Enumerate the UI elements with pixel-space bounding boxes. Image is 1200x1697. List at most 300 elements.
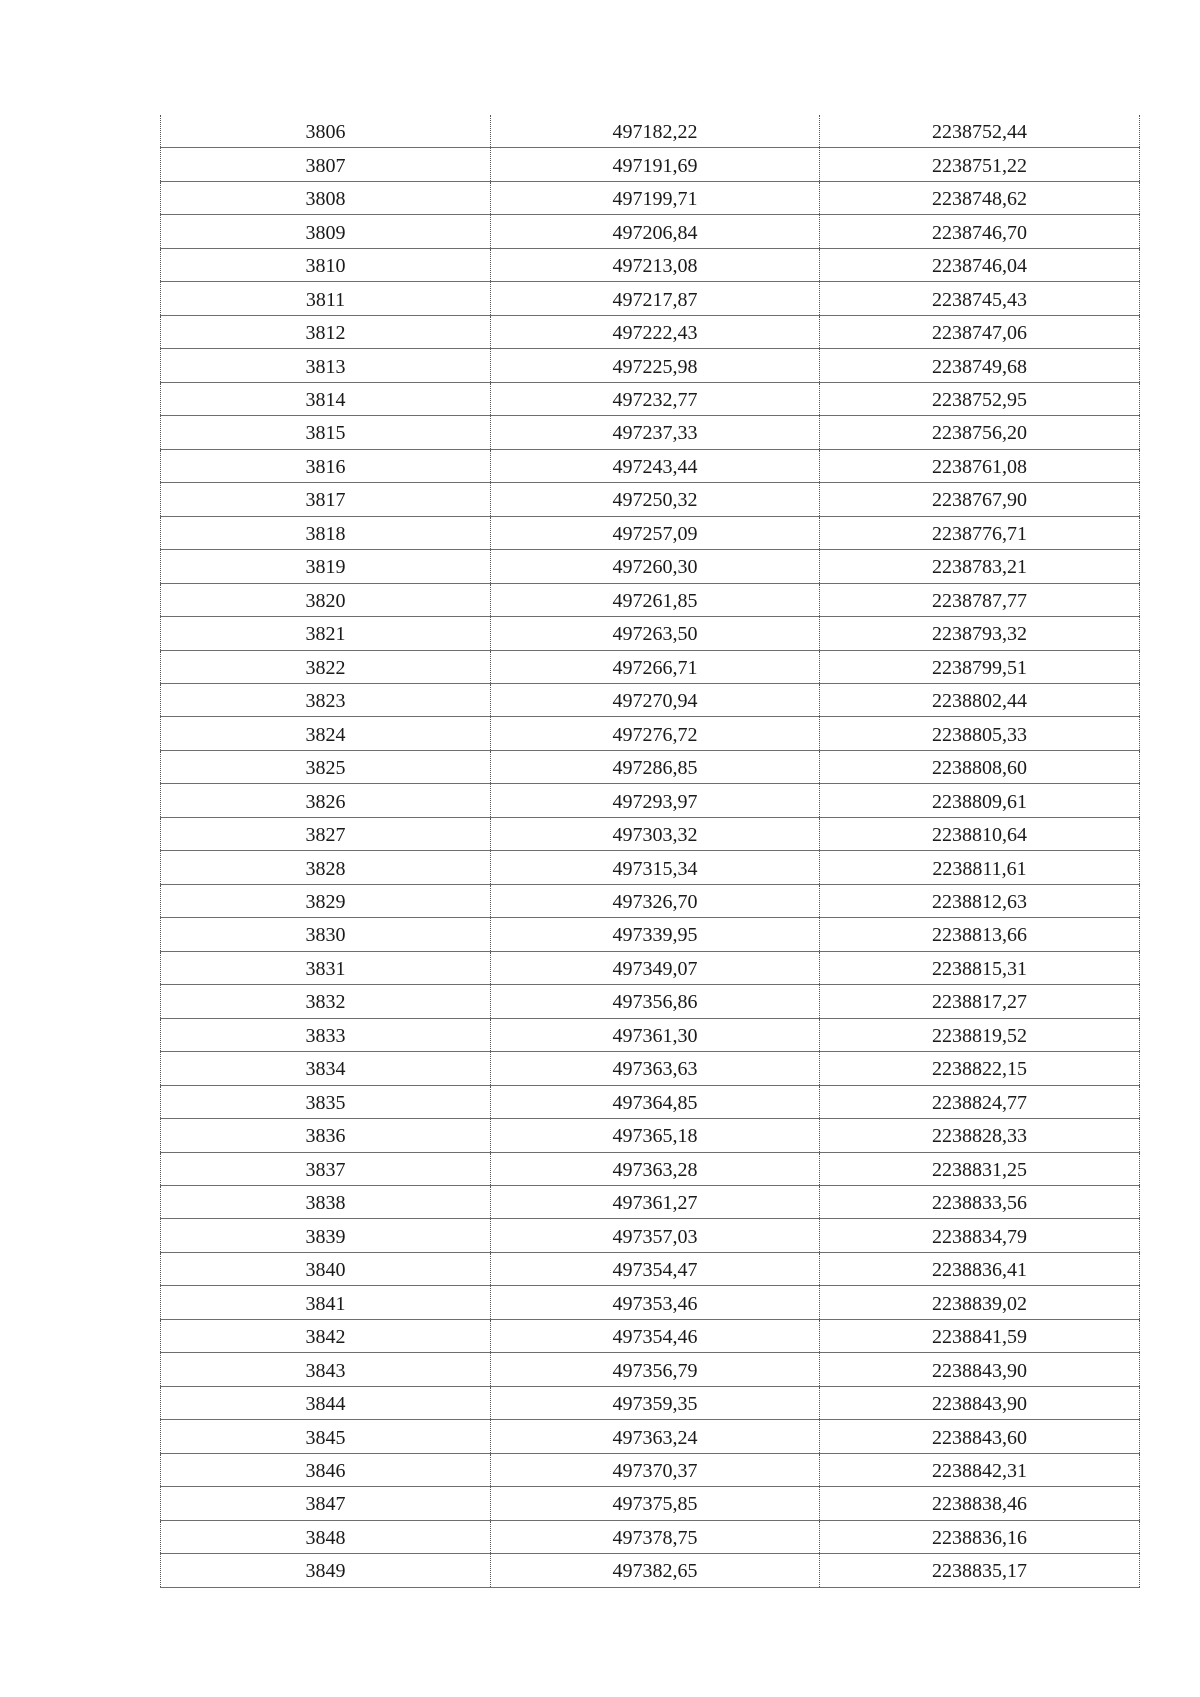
- cell-text: 3817: [305, 489, 346, 512]
- cell-text: 3812: [305, 322, 346, 345]
- cell-text: 2238802,44: [932, 690, 1027, 713]
- table-row: [161, 181, 1140, 214]
- y-coordinate-cell: [820, 583, 1140, 616]
- y-coordinate-cell: [820, 449, 1140, 482]
- cell-text: 2238776,71: [932, 522, 1027, 545]
- cell-text: 3810: [305, 255, 346, 278]
- x-coordinate-cell: [491, 115, 820, 148]
- table-row: [161, 1420, 1140, 1453]
- y-coordinate-cell: [820, 784, 1140, 817]
- cell-text: 2238813,66: [932, 924, 1027, 947]
- cell-text: 497261,85: [612, 589, 698, 612]
- table-row: [161, 550, 1140, 583]
- x-coordinate-cell: [491, 951, 820, 984]
- cell-text: 2238833,56: [932, 1192, 1027, 1215]
- table-row: [161, 717, 1140, 750]
- cell-text: 2238843,90: [932, 1359, 1027, 1382]
- point-number-cell: [161, 985, 491, 1018]
- cell-text: 2238811,61: [932, 857, 1027, 880]
- table-row: [161, 1252, 1140, 1285]
- cell-text: 497364,85: [612, 1091, 698, 1114]
- point-number-cell: [161, 851, 491, 884]
- point-number-cell: [161, 884, 491, 917]
- y-coordinate-cell: [820, 1520, 1140, 1553]
- y-coordinate-cell: [820, 1119, 1140, 1152]
- x-coordinate-cell: [491, 1252, 820, 1285]
- cell-text: 497354,47: [612, 1259, 698, 1282]
- cell-text: 3807: [305, 154, 346, 177]
- table-row: [161, 1520, 1140, 1553]
- point-number-cell: [161, 315, 491, 348]
- point-number-cell: [161, 181, 491, 214]
- cell-text: 2238787,77: [932, 589, 1027, 612]
- point-number-cell: [161, 550, 491, 583]
- table-row: [161, 1119, 1140, 1152]
- cell-text: 497232,77: [612, 388, 698, 411]
- x-coordinate-cell: [491, 918, 820, 951]
- cell-text: 2238746,70: [932, 221, 1027, 244]
- table-row: [161, 315, 1140, 348]
- cell-text: 2238824,77: [932, 1091, 1027, 1114]
- y-coordinate-cell: [820, 985, 1140, 1018]
- table-row: [161, 583, 1140, 616]
- cell-text: 497353,46: [612, 1292, 698, 1315]
- cell-text: 497182,22: [612, 121, 698, 144]
- cell-text: 2238808,60: [932, 757, 1027, 780]
- x-coordinate-cell: [491, 1018, 820, 1051]
- y-coordinate-cell: [820, 617, 1140, 650]
- point-number-cell: [161, 382, 491, 415]
- coordinates-table: [160, 115, 1140, 1588]
- x-coordinate-cell: [491, 349, 820, 382]
- table-row: [161, 1487, 1140, 1520]
- x-coordinate-cell: [491, 550, 820, 583]
- cell-text: 497361,30: [612, 1024, 698, 1047]
- y-coordinate-cell: [820, 1453, 1140, 1486]
- cell-text: 497361,27: [612, 1192, 698, 1215]
- table-row: [161, 817, 1140, 850]
- cell-text: 3840: [305, 1259, 346, 1282]
- table-row: [161, 617, 1140, 650]
- table-row: [161, 382, 1140, 415]
- cell-text: 3833: [305, 1024, 346, 1047]
- cell-text: 3844: [305, 1393, 346, 1416]
- point-number-cell: [161, 1319, 491, 1352]
- x-coordinate-cell: [491, 1554, 820, 1587]
- point-number-cell: [161, 1520, 491, 1553]
- point-number-cell: [161, 215, 491, 248]
- y-coordinate-cell: [820, 148, 1140, 181]
- point-number-cell: [161, 416, 491, 449]
- cell-text: 3809: [305, 221, 346, 244]
- cell-text: 497250,32: [612, 489, 698, 512]
- point-number-cell: [161, 1420, 491, 1453]
- cell-text: 3839: [305, 1225, 346, 1248]
- point-number-cell: [161, 1219, 491, 1252]
- cell-text: 2238815,31: [932, 957, 1027, 980]
- x-coordinate-cell: [491, 1119, 820, 1152]
- y-coordinate-cell: [820, 1420, 1140, 1453]
- cell-text: 497270,94: [612, 690, 698, 713]
- cell-text: 497378,75: [612, 1526, 698, 1549]
- table-row: [161, 1353, 1140, 1386]
- x-coordinate-cell: [491, 1286, 820, 1319]
- cell-text: 2238749,68: [932, 355, 1027, 378]
- point-number-cell: [161, 282, 491, 315]
- point-number-cell: [161, 1386, 491, 1419]
- cell-text: 497363,63: [612, 1058, 698, 1081]
- point-number-cell: [161, 717, 491, 750]
- cell-text: 3824: [305, 723, 346, 746]
- table-row: [161, 1052, 1140, 1085]
- table-row: [161, 148, 1140, 181]
- cell-text: 3849: [305, 1560, 346, 1583]
- table-row: [161, 1152, 1140, 1185]
- cell-text: 3848: [305, 1526, 346, 1549]
- cell-text: 497354,46: [612, 1326, 698, 1349]
- y-coordinate-cell: [820, 817, 1140, 850]
- y-coordinate-cell: [820, 349, 1140, 382]
- x-coordinate-cell: [491, 617, 820, 650]
- x-coordinate-cell: [491, 784, 820, 817]
- cell-text: 2238746,04: [932, 255, 1027, 278]
- cell-text: 2238745,43: [932, 288, 1027, 311]
- point-number-cell: [161, 784, 491, 817]
- y-coordinate-cell: [820, 1286, 1140, 1319]
- cell-text: 2238839,02: [932, 1292, 1027, 1315]
- coordinates-table-body: [161, 115, 1140, 1587]
- table-row: [161, 1018, 1140, 1051]
- point-number-cell: [161, 349, 491, 382]
- point-number-cell: [161, 148, 491, 181]
- table-row: [161, 951, 1140, 984]
- y-coordinate-cell: [820, 1319, 1140, 1352]
- cell-text: 497363,24: [612, 1426, 698, 1449]
- cell-text: 2238761,08: [932, 455, 1027, 478]
- cell-text: 3842: [305, 1326, 346, 1349]
- cell-text: 2238783,21: [932, 556, 1027, 579]
- cell-text: 3835: [305, 1091, 346, 1114]
- cell-text: 2238752,44: [932, 121, 1027, 144]
- cell-text: 3845: [305, 1426, 346, 1449]
- x-coordinate-cell: [491, 449, 820, 482]
- x-coordinate-cell: [491, 1386, 820, 1419]
- cell-text: 497349,07: [612, 957, 698, 980]
- cell-text: 2238809,61: [932, 790, 1027, 813]
- x-coordinate-cell: [491, 1052, 820, 1085]
- cell-text: 3826: [305, 790, 346, 813]
- point-number-cell: [161, 1252, 491, 1285]
- cell-text: 2238842,31: [932, 1459, 1027, 1482]
- x-coordinate-cell: [491, 717, 820, 750]
- x-coordinate-cell: [491, 516, 820, 549]
- cell-text: 497286,85: [612, 757, 698, 780]
- cell-text: 3825: [305, 757, 346, 780]
- table-row: [161, 1219, 1140, 1252]
- cell-text: 497222,43: [612, 322, 698, 345]
- table-row: [161, 851, 1140, 884]
- cell-text: 497375,85: [612, 1493, 698, 1516]
- table-row: [161, 884, 1140, 917]
- cell-text: 3847: [305, 1493, 346, 1516]
- x-coordinate-cell: [491, 750, 820, 783]
- x-coordinate-cell: [491, 181, 820, 214]
- point-number-cell: [161, 1487, 491, 1520]
- table-row: [161, 1286, 1140, 1319]
- y-coordinate-cell: [820, 483, 1140, 516]
- cell-text: 3816: [305, 455, 346, 478]
- point-number-cell: [161, 1052, 491, 1085]
- cell-text: 2238805,33: [932, 723, 1027, 746]
- table-row: [161, 282, 1140, 315]
- x-coordinate-cell: [491, 1085, 820, 1118]
- x-coordinate-cell: [491, 1453, 820, 1486]
- table-row: [161, 349, 1140, 382]
- y-coordinate-cell: [820, 918, 1140, 951]
- cell-text: 2238822,15: [932, 1058, 1027, 1081]
- cell-text: 2238810,64: [932, 824, 1027, 847]
- cell-text: 2238838,46: [932, 1493, 1027, 1516]
- cell-text: 497217,87: [612, 288, 698, 311]
- point-number-cell: [161, 1554, 491, 1587]
- cell-text: 497356,86: [612, 991, 698, 1014]
- cell-text: 2238793,32: [932, 623, 1027, 646]
- x-coordinate-cell: [491, 1319, 820, 1352]
- cell-text: 497263,50: [612, 623, 698, 646]
- y-coordinate-cell: [820, 382, 1140, 415]
- table-row: [161, 1319, 1140, 1352]
- y-coordinate-cell: [820, 215, 1140, 248]
- point-number-cell: [161, 617, 491, 650]
- y-coordinate-cell: [820, 951, 1140, 984]
- x-coordinate-cell: [491, 315, 820, 348]
- table-row: [161, 1554, 1140, 1587]
- cell-text: 2238756,20: [932, 422, 1027, 445]
- cell-text: 497315,34: [612, 857, 698, 880]
- table-row: [161, 449, 1140, 482]
- x-coordinate-cell: [491, 382, 820, 415]
- table-row: [161, 215, 1140, 248]
- cell-text: 2238831,25: [932, 1158, 1027, 1181]
- cell-text: 3814: [305, 388, 346, 411]
- x-coordinate-cell: [491, 650, 820, 683]
- cell-text: 3815: [305, 422, 346, 445]
- cell-text: 497191,69: [612, 154, 698, 177]
- cell-text: 3836: [305, 1125, 346, 1148]
- cell-text: 497365,18: [612, 1125, 698, 1148]
- cell-text: 497199,71: [612, 188, 698, 211]
- cell-text: 3808: [305, 188, 346, 211]
- x-coordinate-cell: [491, 248, 820, 281]
- cell-text: 3827: [305, 824, 346, 847]
- cell-text: 3828: [305, 857, 346, 880]
- x-coordinate-cell: [491, 1219, 820, 1252]
- point-number-cell: [161, 1286, 491, 1319]
- x-coordinate-cell: [491, 1487, 820, 1520]
- cell-text: 2238752,95: [932, 388, 1027, 411]
- cell-text: 3811: [305, 288, 346, 311]
- cell-text: 497293,97: [612, 790, 698, 813]
- point-number-cell: [161, 1152, 491, 1185]
- point-number-cell: [161, 1018, 491, 1051]
- cell-text: 497266,71: [612, 656, 698, 679]
- point-number-cell: [161, 750, 491, 783]
- cell-text: 2238828,33: [932, 1125, 1027, 1148]
- point-number-cell: [161, 650, 491, 683]
- cell-text: 497382,65: [612, 1560, 698, 1583]
- x-coordinate-cell: [491, 282, 820, 315]
- y-coordinate-cell: [820, 1353, 1140, 1386]
- y-coordinate-cell: [820, 1052, 1140, 1085]
- x-coordinate-cell: [491, 1152, 820, 1185]
- cell-text: 497326,70: [612, 891, 698, 914]
- x-coordinate-cell: [491, 215, 820, 248]
- point-number-cell: [161, 1186, 491, 1219]
- cell-text: 2238767,90: [932, 489, 1027, 512]
- table-row: [161, 416, 1140, 449]
- table-row: [161, 683, 1140, 716]
- x-coordinate-cell: [491, 483, 820, 516]
- point-number-cell: [161, 951, 491, 984]
- x-coordinate-cell: [491, 1420, 820, 1453]
- point-number-cell: [161, 1353, 491, 1386]
- cell-text: 497339,95: [612, 924, 698, 947]
- cell-text: 2238747,06: [932, 322, 1027, 345]
- cell-text: 2238819,52: [932, 1024, 1027, 1047]
- point-number-cell: [161, 1085, 491, 1118]
- cell-text: 3834: [305, 1058, 346, 1081]
- cell-text: 497276,72: [612, 723, 698, 746]
- cell-text: 2238799,51: [932, 656, 1027, 679]
- cell-text: 497225,98: [612, 355, 698, 378]
- point-number-cell: [161, 683, 491, 716]
- x-coordinate-cell: [491, 583, 820, 616]
- cell-text: 3821: [305, 623, 346, 646]
- y-coordinate-cell: [820, 1018, 1140, 1051]
- cell-text: 3831: [305, 957, 346, 980]
- cell-text: 497363,28: [612, 1158, 698, 1181]
- cell-text: 2238834,79: [932, 1225, 1027, 1248]
- cell-text: 2238835,17: [932, 1560, 1027, 1583]
- y-coordinate-cell: [820, 1152, 1140, 1185]
- x-coordinate-cell: [491, 985, 820, 1018]
- cell-text: 497359,35: [612, 1393, 698, 1416]
- cell-text: 2238836,16: [932, 1526, 1027, 1549]
- cell-text: 2238836,41: [932, 1259, 1027, 1282]
- y-coordinate-cell: [820, 1554, 1140, 1587]
- point-number-cell: [161, 583, 491, 616]
- y-coordinate-cell: [820, 1487, 1140, 1520]
- y-coordinate-cell: [820, 181, 1140, 214]
- cell-text: 3843: [305, 1359, 346, 1382]
- x-coordinate-cell: [491, 416, 820, 449]
- table-row: [161, 784, 1140, 817]
- cell-text: 497237,33: [612, 422, 698, 445]
- x-coordinate-cell: [491, 1186, 820, 1219]
- cell-text: 3820: [305, 589, 346, 612]
- cell-text: 2238843,60: [932, 1426, 1027, 1449]
- y-coordinate-cell: [820, 1219, 1140, 1252]
- cell-text: 3841: [305, 1292, 346, 1315]
- x-coordinate-cell: [491, 148, 820, 181]
- x-coordinate-cell: [491, 884, 820, 917]
- y-coordinate-cell: [820, 1386, 1140, 1419]
- cell-text: 3832: [305, 991, 346, 1014]
- cell-text: 3822: [305, 656, 346, 679]
- cell-text: 3830: [305, 924, 346, 947]
- table-row: [161, 248, 1140, 281]
- point-number-cell: [161, 483, 491, 516]
- x-coordinate-cell: [491, 851, 820, 884]
- cell-text: 3837: [305, 1158, 346, 1181]
- cell-text: 497257,09: [612, 522, 698, 545]
- cell-text: 497206,84: [612, 221, 698, 244]
- cell-text: 2238812,63: [932, 891, 1027, 914]
- cell-text: 497370,37: [612, 1459, 698, 1482]
- table-row: [161, 1186, 1140, 1219]
- cell-text: 3829: [305, 891, 346, 914]
- x-coordinate-cell: [491, 1520, 820, 1553]
- point-number-cell: [161, 1453, 491, 1486]
- y-coordinate-cell: [820, 650, 1140, 683]
- cell-text: 2238751,22: [932, 154, 1027, 177]
- point-number-cell: [161, 817, 491, 850]
- point-number-cell: [161, 918, 491, 951]
- y-coordinate-cell: [820, 282, 1140, 315]
- table-row: [161, 750, 1140, 783]
- cell-text: 497303,32: [612, 824, 698, 847]
- y-coordinate-cell: [820, 248, 1140, 281]
- point-number-cell: [161, 1119, 491, 1152]
- point-number-cell: [161, 248, 491, 281]
- y-coordinate-cell: [820, 315, 1140, 348]
- y-coordinate-cell: [820, 884, 1140, 917]
- y-coordinate-cell: [820, 717, 1140, 750]
- y-coordinate-cell: [820, 1186, 1140, 1219]
- cell-text: 3819: [305, 556, 346, 579]
- cell-text: 3838: [305, 1192, 346, 1215]
- table-row: [161, 483, 1140, 516]
- cell-text: 3846: [305, 1459, 346, 1482]
- table-row: [161, 650, 1140, 683]
- y-coordinate-cell: [820, 550, 1140, 583]
- cell-text: 3823: [305, 690, 346, 713]
- table-row: [161, 918, 1140, 951]
- table-row: [161, 516, 1140, 549]
- x-coordinate-cell: [491, 817, 820, 850]
- cell-text: 3818: [305, 522, 346, 545]
- y-coordinate-cell: [820, 1085, 1140, 1118]
- point-number-cell: [161, 115, 491, 148]
- y-coordinate-cell: [820, 516, 1140, 549]
- x-coordinate-cell: [491, 1353, 820, 1386]
- cell-text: 2238841,59: [932, 1326, 1027, 1349]
- y-coordinate-cell: [820, 851, 1140, 884]
- cell-text: 497213,08: [612, 255, 698, 278]
- cell-text: 497356,79: [612, 1359, 698, 1382]
- cell-text: 3806: [305, 121, 346, 144]
- cell-text: 2238748,62: [932, 188, 1027, 211]
- table-row: [161, 1453, 1140, 1486]
- point-number-cell: [161, 516, 491, 549]
- cell-text: 2238817,27: [932, 991, 1027, 1014]
- y-coordinate-cell: [820, 416, 1140, 449]
- cell-text: 497243,44: [612, 455, 698, 478]
- y-coordinate-cell: [820, 750, 1140, 783]
- y-coordinate-cell: [820, 1252, 1140, 1285]
- cell-text: 497260,30: [612, 556, 698, 579]
- table-row: [161, 1085, 1140, 1118]
